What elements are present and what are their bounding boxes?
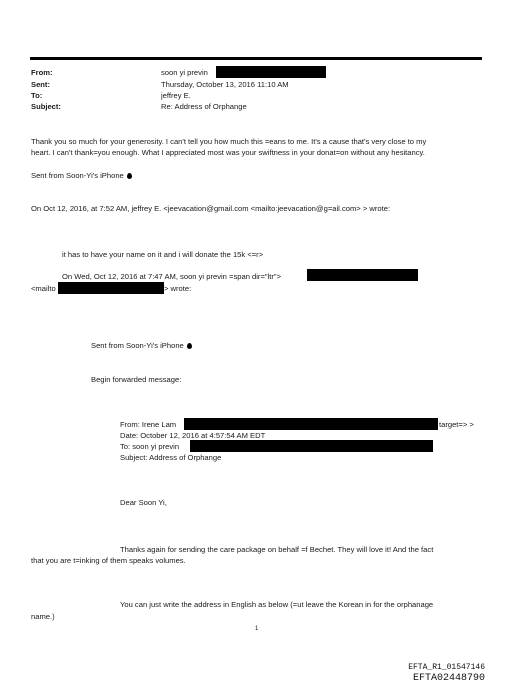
redaction-bar	[216, 66, 326, 78]
to-value: jeffrey E.	[161, 91, 191, 100]
page-number: 1	[255, 626, 259, 632]
fwd-to: To: soon yi previn	[120, 442, 180, 451]
subject-value: Re: Address of Orphange	[161, 102, 247, 111]
fwd-date: Date: October 12, 2016 at 4:57:54 AM EDT	[120, 431, 266, 440]
sent-value: Thursday, October 13, 2016 11:10 AM	[161, 80, 289, 89]
care-line-2: that you are t=inking of them speaks volumes.	[31, 556, 186, 565]
mailto-prefix: <mailto	[31, 284, 56, 293]
forwarded-heading: Begin forwarded message:	[91, 375, 182, 384]
fwd-from: From: Irene Lam	[120, 420, 177, 429]
bates-number-large: EFTA02448790	[412, 673, 485, 684]
to-label: To:	[31, 91, 43, 100]
header-rule	[30, 57, 482, 60]
thanks-line-1: Thank you so much for your generosity. I can't tell you how much this =eans to me. It's a cause that's very close to my	[31, 137, 427, 146]
thanks-line-2: heart. I can't thank=you enough. What I appreciated most was your swiftness in your donat=on without any hesitancy.	[31, 147, 425, 157]
mailto-suffix: > wrote:	[164, 284, 192, 293]
wed-quote-line: On Wed, Oct 12, 2016 at 7:47 AM, soon yi previn =span dir="ltr">	[62, 272, 282, 281]
fwd-target: target=> >	[439, 420, 474, 429]
subject-label: Subject:	[31, 102, 61, 111]
redaction-bar	[307, 269, 418, 281]
sent-label: Sent:	[31, 80, 50, 89]
quote-header: On Oct 12, 2016, at 7:52 AM, jeffrey E. <jeevacation@gmail.com <mailto:jeevacation@g=ail.com> > wrote:	[31, 204, 391, 213]
thanks-paragraph	[31, 137, 426, 158]
from-value: soon yi previn	[161, 68, 208, 77]
redaction-bar	[190, 440, 433, 452]
donation-line: it has to have your name on it and i will donate the 15k <=r>	[62, 250, 264, 259]
redaction-bar	[58, 282, 164, 294]
apple-icon	[127, 173, 132, 179]
signature-text: Sent from Soon-Yi's iPhone	[91, 341, 184, 350]
fwd-subject: Subject: Address of Orphange	[120, 453, 222, 462]
address-line-1: You can just write the address in English as below (=ut leave the Korean in for the orphanage	[120, 600, 434, 609]
care-line-1: Thanks again for sending the care package on behalf =f Bechet. They will love it! And the fact	[120, 545, 434, 554]
bates-number-small: EFTA_R1_01547146	[408, 663, 485, 672]
signature-text: Sent from Soon-Yi's iPhone	[31, 171, 124, 180]
greeting: Dear Soon Yi,	[120, 498, 167, 507]
signature-line	[31, 171, 132, 181]
redaction-bar	[184, 418, 438, 430]
from-label: From:	[31, 68, 53, 77]
address-line-2: name.)	[31, 612, 55, 621]
apple-icon	[187, 343, 192, 349]
signature-line	[91, 341, 192, 351]
